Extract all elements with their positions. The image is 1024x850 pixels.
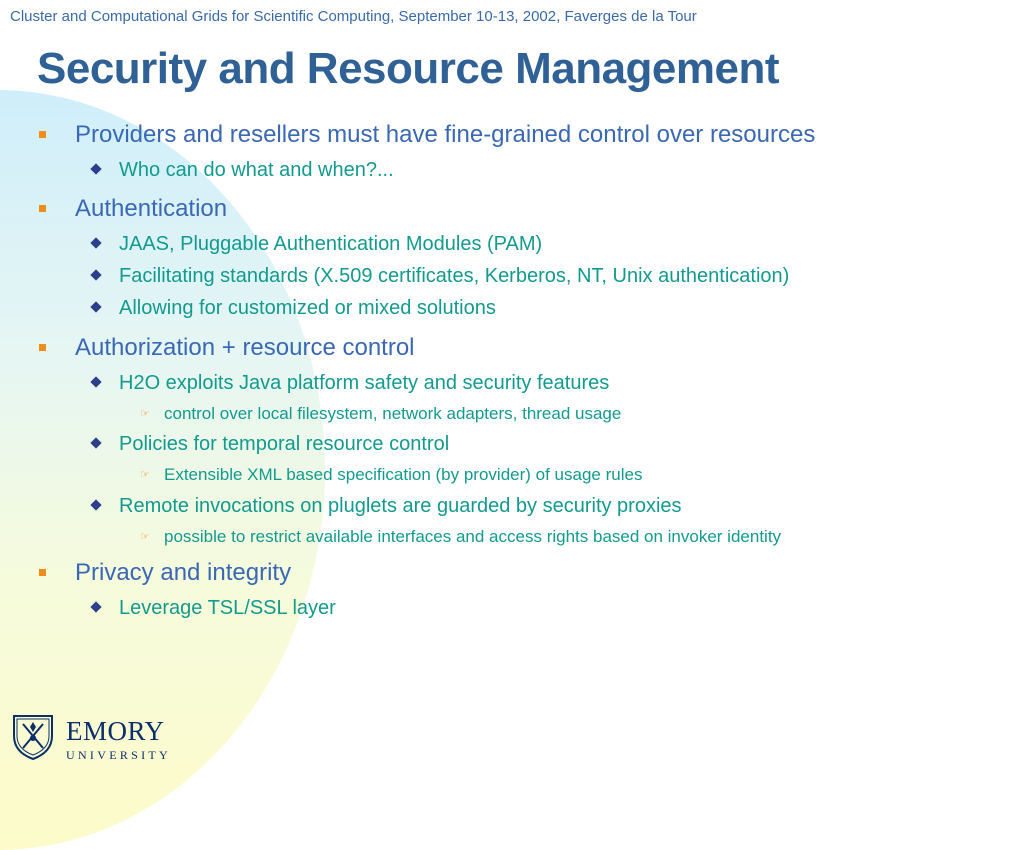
sub-bullet-remote: Remote invocations on pluglets are guarded by security proxies bbox=[119, 495, 682, 518]
bullet-authentication: Authentication bbox=[75, 195, 227, 223]
bullet-authorization: Authorization + resource control bbox=[75, 334, 415, 362]
pointing-hand-bullet-icon: ☞ bbox=[140, 531, 150, 543]
pointing-hand-bullet-icon: ☞ bbox=[140, 408, 150, 420]
slide-header: Cluster and Computational Grids for Scientific Computing, September 10-13, 2002, Faverges de la Tour bbox=[10, 8, 697, 25]
emory-wordmark: EMORY bbox=[66, 716, 165, 746]
emory-logo bbox=[11, 714, 171, 762]
university-wordmark: UNIVERSITY bbox=[66, 748, 171, 762]
emory-shield-icon bbox=[11, 714, 55, 760]
square-bullet-icon bbox=[39, 569, 46, 576]
sub-sub-bullet-remote-detail: ☞ possible to restrict available interfaces and access rights based on invoker identity bbox=[140, 527, 782, 546]
sub-bullet-policies: Policies for temporal resource control bbox=[119, 433, 449, 456]
bullet-privacy: Privacy and integrity bbox=[75, 559, 291, 587]
sub-bullet-jaas: JAAS, Pluggable Authentication Modules (PAM) bbox=[119, 233, 542, 256]
sub-bullet-who: Who can do what and when?... bbox=[119, 159, 394, 182]
emory-logo-text bbox=[66, 718, 171, 763]
sub-bullet-leverage: Leverage TSL/SSL layer bbox=[119, 597, 336, 620]
sub-sub-bullet-h2o-detail: ☞ control over local filesystem, network adapters, thread usage bbox=[140, 404, 622, 423]
sub-bullet-facilitating: Facilitating standards (X.509 certificates, Kerberos, NT, Unix authentication) bbox=[119, 265, 789, 288]
sub-bullet-h2o: H2O exploits Java platform safety and security features bbox=[119, 372, 609, 395]
slide-title: Security and Resource Management bbox=[37, 44, 780, 93]
pointing-hand-bullet-icon: ☞ bbox=[140, 469, 150, 481]
square-bullet-icon bbox=[39, 205, 46, 212]
square-bullet-icon bbox=[39, 344, 46, 351]
square-bullet-icon bbox=[39, 131, 46, 138]
sub-sub-bullet-policies-detail: ☞ Extensible XML based specification (by provider) of usage rules bbox=[140, 465, 643, 484]
sub-bullet-allowing: Allowing for customized or mixed solutions bbox=[119, 297, 496, 320]
bullet-providers: Providers and resellers must have fine-grained control over resources bbox=[75, 121, 815, 149]
